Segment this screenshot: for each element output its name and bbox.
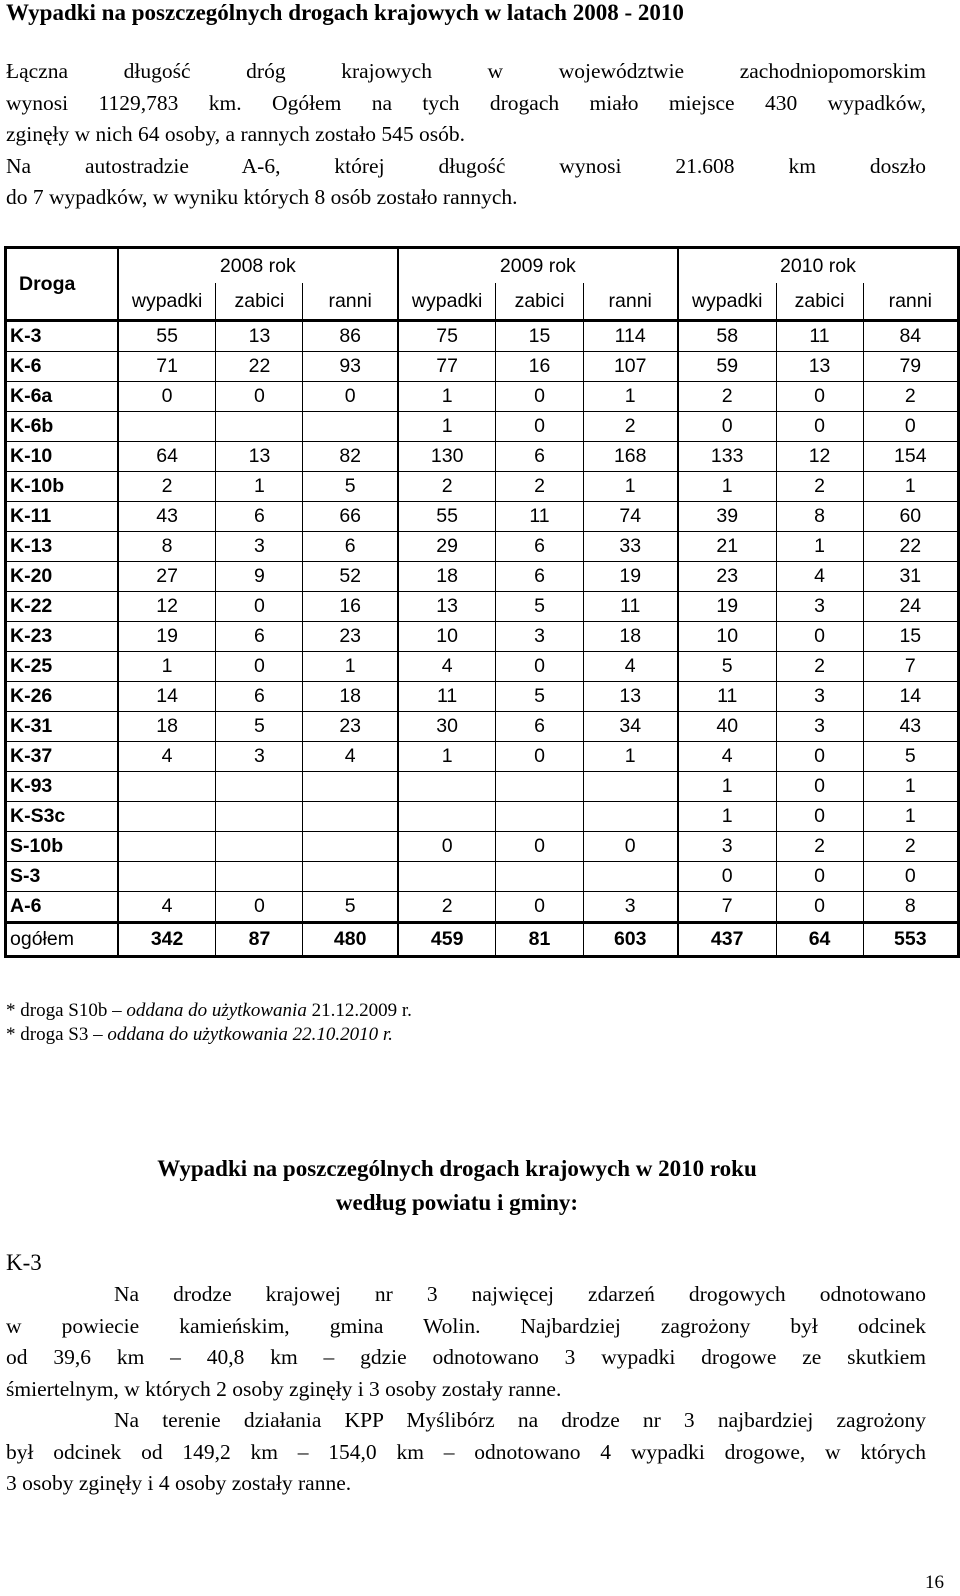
- table-cell: 23: [678, 562, 776, 592]
- table-cell: 74: [583, 502, 678, 532]
- table-cell: [303, 802, 398, 832]
- table-cell: [398, 802, 496, 832]
- accidents-table: [4, 246, 960, 958]
- table-cell: [583, 862, 678, 892]
- table-row: [6, 412, 959, 442]
- k3-paragraph-1: [6, 1279, 926, 1405]
- paragraph-line: śmiertelnym, w których 2 osoby zginęły i 3 osoby zostały ranne.: [6, 1376, 562, 1401]
- table-cell: 0: [776, 892, 863, 923]
- road-name: K-6b: [6, 412, 118, 442]
- table-cell: 5: [496, 592, 583, 622]
- table-cell: [216, 862, 303, 892]
- table-cell: 5: [496, 682, 583, 712]
- footnote-s10b: [6, 1000, 412, 1022]
- road-name: K-20: [6, 562, 118, 592]
- year-header: 2009 rok: [398, 248, 678, 284]
- table-cell: 43: [863, 712, 958, 742]
- table-cell: 6: [216, 502, 303, 532]
- table-cell: 8: [118, 532, 216, 562]
- table-cell: 60: [863, 502, 958, 532]
- table-row: [6, 442, 959, 472]
- table-cell: 0: [216, 592, 303, 622]
- road-name: K-6: [6, 352, 118, 382]
- table-cell: 0: [496, 742, 583, 772]
- table-cell: 0: [303, 382, 398, 412]
- k3-paragraph-2: [6, 1405, 926, 1500]
- section-title: [0, 1152, 914, 1220]
- table-cell: 0: [776, 742, 863, 772]
- table-cell: 14: [863, 682, 958, 712]
- intro-paragraph: [6, 56, 926, 214]
- paragraph-line: 3 osoby zginęły i 4 osoby zostały ranne.: [6, 1471, 352, 1495]
- droga-header: Droga: [6, 248, 118, 321]
- table-cell: 19: [118, 622, 216, 652]
- table-cell: 64: [118, 442, 216, 472]
- footnote-text: * droga S3 –: [6, 1024, 108, 1045]
- table-cell: 93: [303, 352, 398, 382]
- table-cell: 0: [398, 832, 496, 862]
- table-cell: 3: [496, 622, 583, 652]
- table-cell: 342: [118, 923, 216, 957]
- table-cell: 1: [863, 472, 958, 502]
- table-cell: 1: [776, 532, 863, 562]
- table-cell: 13: [583, 682, 678, 712]
- table-cell: 18: [118, 712, 216, 742]
- table-cell: 75: [398, 321, 496, 352]
- footnote-italic: oddana do użytkowania 22.10.2010 r.: [107, 1024, 393, 1045]
- table-cell: 13: [216, 321, 303, 352]
- table-row: [6, 321, 959, 352]
- table-cell: [216, 832, 303, 862]
- table-cell: 0: [216, 652, 303, 682]
- table-cell: 459: [398, 923, 496, 957]
- table-cell: [118, 832, 216, 862]
- table-cell: 21: [678, 532, 776, 562]
- table-cell: 2: [863, 832, 958, 862]
- table-cell: 0: [216, 892, 303, 923]
- road-name: K-31: [6, 712, 118, 742]
- table-cell: [303, 862, 398, 892]
- table-cell: 1: [398, 412, 496, 442]
- table-cell: 553: [863, 923, 958, 957]
- road-name: K-37: [6, 742, 118, 772]
- table-cell: 11: [678, 682, 776, 712]
- table-cell: 0: [776, 802, 863, 832]
- sub-header: wypadki: [118, 283, 216, 321]
- table-cell: 603: [583, 923, 678, 957]
- table-cell: 2: [496, 472, 583, 502]
- table-cell: 1: [678, 772, 776, 802]
- paragraph-line: Na drodze krajowej nr 3 najwięcej zdarzeń drogowych odnotowano: [114, 1282, 926, 1306]
- table-cell: 5: [303, 892, 398, 923]
- table-row: [6, 472, 959, 502]
- table-cell: 55: [118, 321, 216, 352]
- road-name: K-13: [6, 532, 118, 562]
- table-cell: [216, 412, 303, 442]
- table-cell: 6: [496, 532, 583, 562]
- table-cell: 0: [678, 412, 776, 442]
- year-header: 2008 rok: [118, 248, 398, 284]
- table-cell: 19: [678, 592, 776, 622]
- table-cell: 71: [118, 352, 216, 382]
- table-cell: [496, 772, 583, 802]
- table-cell: 86: [303, 321, 398, 352]
- table-cell: [118, 862, 216, 892]
- road-name: K-26: [6, 682, 118, 712]
- section-title-line: Wypadki na poszczególnych drogach krajowych w 2010 roku: [157, 1156, 757, 1181]
- table-cell: 0: [118, 382, 216, 412]
- intro-line: Łączna długość dróg krajowych w województwie zachodniopomorskim: [6, 59, 926, 83]
- section-title-line: według powiatu i gminy:: [335, 1190, 579, 1215]
- table-cell: 33: [583, 532, 678, 562]
- table-cell: 3: [678, 832, 776, 862]
- sub-header: wypadki: [678, 283, 776, 321]
- footnote-text: * droga S10b –: [6, 1000, 127, 1021]
- table-cell: 3: [776, 592, 863, 622]
- table-cell: 1: [216, 472, 303, 502]
- paragraph-line: w powiecie kamieńskim, gmina Wolin. Najbardziej zagrożony był odcinek: [6, 1313, 926, 1338]
- table-cell: 1: [583, 382, 678, 412]
- table-cell: 10: [678, 622, 776, 652]
- table-cell: [303, 832, 398, 862]
- table-cell: 0: [776, 412, 863, 442]
- page-number: 16: [925, 1572, 944, 1593]
- table-cell: 0: [216, 382, 303, 412]
- table-cell: 18: [583, 622, 678, 652]
- table-cell: 4: [118, 742, 216, 772]
- table-total-row: [6, 923, 959, 957]
- table-row: [6, 862, 959, 892]
- sub-header: ranni: [863, 283, 958, 321]
- table-cell: 19: [583, 562, 678, 592]
- sub-header: zabici: [776, 283, 863, 321]
- table-cell: 6: [303, 532, 398, 562]
- table-cell: 40: [678, 712, 776, 742]
- table-cell: 22: [863, 532, 958, 562]
- road-name: S-10b: [6, 832, 118, 862]
- table-cell: 23: [303, 712, 398, 742]
- table-row: [6, 592, 959, 622]
- table-cell: 43: [118, 502, 216, 532]
- table-cell: 0: [678, 862, 776, 892]
- table-cell: 7: [863, 652, 958, 682]
- table-cell: 39: [678, 502, 776, 532]
- table-cell: 31: [863, 562, 958, 592]
- table-cell: [118, 412, 216, 442]
- table-cell: 3: [216, 532, 303, 562]
- table-cell: 55: [398, 502, 496, 532]
- table-cell: 6: [216, 622, 303, 652]
- table-cell: 1: [398, 742, 496, 772]
- table-cell: 5: [216, 712, 303, 742]
- table-cell: 81: [496, 923, 583, 957]
- table-cell: 18: [398, 562, 496, 592]
- table-cell: 2: [118, 472, 216, 502]
- road-name: S-3: [6, 862, 118, 892]
- table-cell: 0: [496, 382, 583, 412]
- table-row: [6, 532, 959, 562]
- table-row: [6, 502, 959, 532]
- table-cell: 1: [678, 472, 776, 502]
- table-cell: [118, 772, 216, 802]
- table-cell: 87: [216, 923, 303, 957]
- table-cell: 4: [583, 652, 678, 682]
- footnote-italic: oddana do użytkowania: [126, 1000, 307, 1021]
- table-cell: 4: [776, 562, 863, 592]
- paragraph-line: od 39,6 km – 40,8 km – gdzie odnotowano 3 wypadki drogowe ze skutkiem: [6, 1345, 926, 1369]
- table-row: [6, 352, 959, 382]
- table-cell: 2: [863, 382, 958, 412]
- table-cell: 4: [398, 652, 496, 682]
- road-name: K-3: [6, 321, 118, 352]
- table-cell: [583, 802, 678, 832]
- table-cell: 24: [863, 592, 958, 622]
- road-name: K-6a: [6, 382, 118, 412]
- paragraph-line: Na terenie działania KPP Myślibórz na drodze nr 3 najbardziej zagrożony: [114, 1408, 926, 1432]
- table-cell: 13: [216, 442, 303, 472]
- table-cell: 12: [776, 442, 863, 472]
- year-header: 2010 rok: [678, 248, 959, 284]
- road-name: K-11: [6, 502, 118, 532]
- road-name: K-10: [6, 442, 118, 472]
- table-cell: 11: [583, 592, 678, 622]
- table-cell: 52: [303, 562, 398, 592]
- table-cell: 130: [398, 442, 496, 472]
- table-row: [6, 772, 959, 802]
- table-cell: 1: [583, 472, 678, 502]
- table-cell: 84: [863, 321, 958, 352]
- table-row: [6, 682, 959, 712]
- sub-header: zabici: [496, 283, 583, 321]
- table-cell: 0: [863, 412, 958, 442]
- table-cell: 11: [496, 502, 583, 532]
- table-cell: 107: [583, 352, 678, 382]
- sub-header: ranni: [303, 283, 398, 321]
- table-cell: [398, 772, 496, 802]
- sub-header: ranni: [583, 283, 678, 321]
- page-heading: Wypadki na poszczególnych drogach krajowych w latach 2008 - 2010: [6, 0, 684, 25]
- table-cell: 12: [118, 592, 216, 622]
- table-cell: 22: [216, 352, 303, 382]
- table-cell: 3: [776, 712, 863, 742]
- table-cell: 2: [776, 652, 863, 682]
- table-cell: [398, 862, 496, 892]
- table-cell: 13: [398, 592, 496, 622]
- road-name: K-25: [6, 652, 118, 682]
- intro-line: Na autostradzie A-6, której długość wynosi 21.608 km doszło: [6, 153, 926, 178]
- table-cell: 34: [583, 712, 678, 742]
- table-cell: 3: [583, 892, 678, 923]
- table-body: [6, 321, 959, 957]
- table-cell: 114: [583, 321, 678, 352]
- table-cell: 2: [583, 412, 678, 442]
- intro-line: zginęły w nich 64 osoby, a rannych zostało 545 osób.: [6, 122, 465, 146]
- table-cell: [496, 862, 583, 892]
- total-label: ogółem: [6, 923, 118, 957]
- table-cell: 2: [398, 892, 496, 923]
- table-cell: 14: [118, 682, 216, 712]
- table-cell: 6: [496, 562, 583, 592]
- table-cell: 2: [398, 472, 496, 502]
- road-name: K-23: [6, 622, 118, 652]
- table-cell: 2: [776, 472, 863, 502]
- table-cell: 6: [496, 712, 583, 742]
- table-cell: 0: [776, 862, 863, 892]
- table-cell: 480: [303, 923, 398, 957]
- table-cell: 0: [583, 832, 678, 862]
- table-cell: [303, 772, 398, 802]
- table-cell: 79: [863, 352, 958, 382]
- table-cell: 8: [776, 502, 863, 532]
- table-cell: 9: [216, 562, 303, 592]
- table-cell: 0: [863, 862, 958, 892]
- table-row: [6, 382, 959, 412]
- table-cell: 168: [583, 442, 678, 472]
- table-cell: 1: [303, 652, 398, 682]
- table-cell: [583, 772, 678, 802]
- table-cell: 5: [863, 742, 958, 772]
- table-cell: 0: [496, 652, 583, 682]
- table-cell: 1: [863, 772, 958, 802]
- intro-line: do 7 wypadków, w wyniku których 8 osób zostało rannych.: [6, 185, 518, 209]
- intro-line: wynosi 1129,783 km. Ogółem na tych drogach miało miejsce 430 wypadków,: [6, 90, 926, 115]
- table-cell: 0: [776, 382, 863, 412]
- table-cell: 15: [496, 321, 583, 352]
- table-cell: [216, 772, 303, 802]
- table-cell: 16: [496, 352, 583, 382]
- road-name: K-10b: [6, 472, 118, 502]
- table-cell: 82: [303, 442, 398, 472]
- table-row: [6, 892, 959, 923]
- table-cell: 11: [776, 321, 863, 352]
- footnote-s3: [6, 1024, 393, 1046]
- table-cell: 30: [398, 712, 496, 742]
- table-row: [6, 832, 959, 862]
- road-name: K-S3c: [6, 802, 118, 832]
- table-cell: 2: [678, 382, 776, 412]
- table-cell: 13: [776, 352, 863, 382]
- table-cell: 15: [863, 622, 958, 652]
- table-cell: 4: [303, 742, 398, 772]
- road-label: K-3: [6, 1250, 42, 1275]
- table-cell: 77: [398, 352, 496, 382]
- footnote-text: 21.12.2009 r.: [306, 1000, 412, 1021]
- table-cell: [216, 802, 303, 832]
- table-cell: 29: [398, 532, 496, 562]
- table-cell: 11: [398, 682, 496, 712]
- sub-header: zabici: [216, 283, 303, 321]
- table-cell: 133: [678, 442, 776, 472]
- table-row: [6, 802, 959, 832]
- table-cell: 5: [678, 652, 776, 682]
- table-cell: 1: [118, 652, 216, 682]
- table-cell: 4: [678, 742, 776, 772]
- table-cell: 1: [863, 802, 958, 832]
- table-cell: 0: [776, 772, 863, 802]
- table-cell: 23: [303, 622, 398, 652]
- table-cell: 18: [303, 682, 398, 712]
- table-cell: 58: [678, 321, 776, 352]
- table-cell: 8: [863, 892, 958, 923]
- table-cell: 27: [118, 562, 216, 592]
- table-cell: 2: [776, 832, 863, 862]
- table-cell: 16: [303, 592, 398, 622]
- sub-header: wypadki: [398, 283, 496, 321]
- table-cell: [496, 802, 583, 832]
- table-cell: 3: [216, 742, 303, 772]
- paragraph-line: był odcinek od 149,2 km – 154,0 km – odnotowano 4 wypadki drogowe, w których: [6, 1439, 926, 1464]
- table-cell: 64: [776, 923, 863, 957]
- table-cell: 0: [496, 892, 583, 923]
- table-cell: [303, 412, 398, 442]
- table-cell: 4: [118, 892, 216, 923]
- table-row: [6, 742, 959, 772]
- table-cell: 3: [776, 682, 863, 712]
- table-cell: 59: [678, 352, 776, 382]
- table-cell: 0: [496, 832, 583, 862]
- road-name: A-6: [6, 892, 118, 923]
- table-row: [6, 652, 959, 682]
- table-cell: 6: [496, 442, 583, 472]
- table-cell: 6: [216, 682, 303, 712]
- table-cell: 1: [398, 382, 496, 412]
- table-row: [6, 562, 959, 592]
- table-cell: [118, 802, 216, 832]
- table-cell: 7: [678, 892, 776, 923]
- table-cell: 1: [583, 742, 678, 772]
- table-cell: 66: [303, 502, 398, 532]
- road-name: K-93: [6, 772, 118, 802]
- table-cell: 10: [398, 622, 496, 652]
- table-cell: 1: [678, 802, 776, 832]
- accidents-table-wrapper: [4, 246, 960, 958]
- table-cell: 437: [678, 923, 776, 957]
- table-cell: 0: [776, 622, 863, 652]
- table-row: [6, 712, 959, 742]
- table-cell: 0: [496, 412, 583, 442]
- table-cell: 154: [863, 442, 958, 472]
- road-name: K-22: [6, 592, 118, 622]
- table-row: [6, 622, 959, 652]
- table-cell: 5: [303, 472, 398, 502]
